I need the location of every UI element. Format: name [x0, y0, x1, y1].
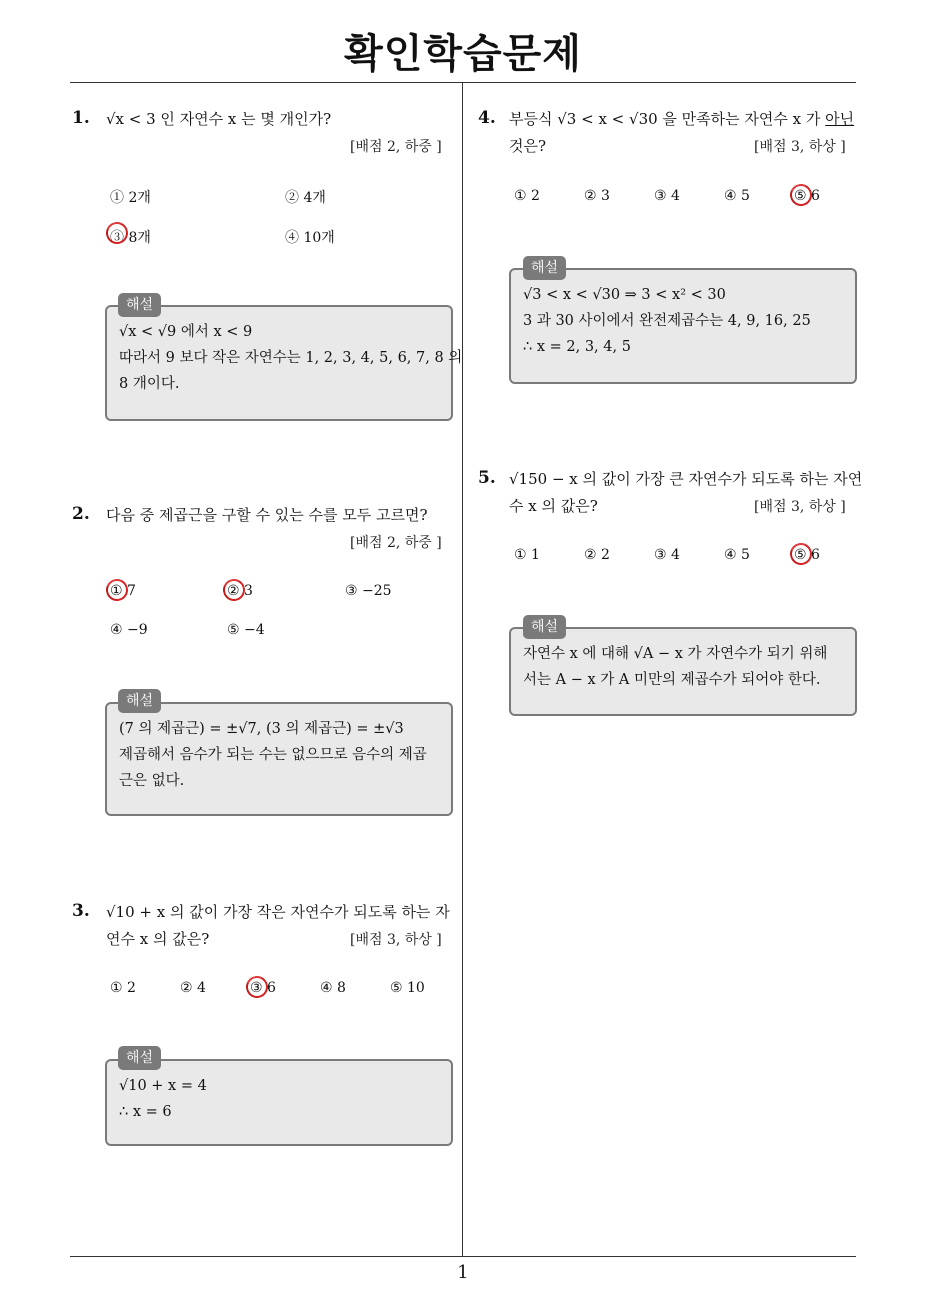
choice-2[interactable]: ② 3 — [584, 188, 610, 204]
solution-box — [509, 268, 857, 384]
question-text: 연수 x 의 값은? — [106, 930, 210, 948]
solution-label: 해설 — [523, 256, 566, 280]
solution-label: 해설 — [118, 1046, 161, 1070]
answer-mark — [103, 576, 131, 604]
question-text: √10 + x 의 값이 가장 작은 자연수가 되도록 하는 자 — [106, 903, 450, 921]
choice-3[interactable]: ③ 4 — [654, 188, 680, 204]
question-number: 1. — [72, 108, 90, 128]
page-title: 확인학습문제 — [344, 31, 582, 77]
answer-mark — [220, 576, 248, 604]
solution-label: 해설 — [523, 615, 566, 639]
choice-2[interactable]: ② 4 — [180, 980, 206, 996]
solution-line: (7 의 제곱근) = ±√7, (3 의 제곱근) = ±√3 — [119, 721, 404, 737]
choice-4[interactable]: ④ 5 — [724, 547, 750, 563]
choice-3[interactable]: ③ −25 — [345, 583, 392, 599]
solution-box — [509, 627, 857, 716]
choice-5[interactable]: ⑤ 6 — [794, 547, 820, 563]
solution-line: ∴ x = 2, 3, 4, 5 — [523, 339, 631, 355]
score-meta: [배점 2, 하중 ] — [350, 535, 442, 551]
answer-mark — [787, 540, 815, 568]
score-meta: [배점 3, 하상 ] — [754, 139, 846, 155]
question-text — [509, 106, 854, 133]
solution-line: 8 개이다. — [119, 376, 180, 392]
solution-line: √3 < x < √30 ⇒ 3 < x² < 30 — [523, 287, 726, 303]
solution-line: 따라서 9 보다 작은 자연수는 1, 2, 3, 4, 5, 6, 7, 8 의 — [119, 350, 463, 366]
question-text: 것은? — [509, 137, 547, 155]
choice-5[interactable]: ⑤ 10 — [390, 980, 425, 996]
page-number: 1 — [457, 1262, 469, 1283]
choice-1[interactable]: ① 2 — [110, 980, 136, 996]
question-text: 수 x 의 값은? — [509, 497, 598, 515]
choice-2[interactable]: ② 4개 — [285, 190, 326, 206]
question-text-part: 부등식 √3 < x < √30 을 만족하는 자연수 x 가 — [509, 110, 826, 128]
solution-line: 제곱해서 음수가 되는 수는 없으므로 음수의 제곱 — [119, 747, 427, 763]
column-divider — [462, 83, 463, 1257]
choice-4[interactable]: ④ 8 — [320, 980, 346, 996]
choice-4[interactable]: ④ 10개 — [285, 230, 335, 246]
emphasis-underline: 아닌 — [825, 110, 855, 128]
question-text: √x < 3 인 자연수 x 는 몇 개인가? — [106, 110, 332, 128]
solution-label: 해설 — [118, 293, 161, 317]
choice-4[interactable]: ④ 5 — [724, 188, 750, 204]
answer-mark — [787, 181, 815, 209]
solution-line: ∴ x = 6 — [119, 1104, 172, 1120]
choice-1[interactable]: ① 2개 — [110, 190, 151, 206]
choice-2[interactable]: ② 3 — [227, 583, 253, 599]
choice-1[interactable]: ① 2 — [514, 188, 540, 204]
score-meta: [배점 3, 하상 ] — [754, 499, 846, 515]
solution-line: √10 + x = 4 — [119, 1078, 207, 1094]
choice-1[interactable]: ① 7 — [110, 583, 136, 599]
bottom-divider — [70, 1256, 856, 1257]
choice-3[interactable]: ③ 4 — [654, 547, 680, 563]
solution-line: 근은 없다. — [119, 773, 185, 789]
answer-mark — [243, 973, 271, 1001]
solution-line: 3 과 30 사이에서 완전제곱수는 4, 9, 16, 25 — [523, 313, 811, 329]
choice-2[interactable]: ② 2 — [584, 547, 610, 563]
question-text: 다음 중 제곱근을 구할 수 있는 수를 모두 고르면? — [106, 506, 428, 524]
question-number: 4. — [478, 108, 496, 128]
choice-1[interactable]: ① 1 — [514, 547, 540, 563]
choice-3[interactable]: ③ 6 — [250, 980, 276, 996]
question-number: 5. — [478, 468, 496, 488]
score-meta: [배점 2, 하중 ] — [350, 139, 442, 155]
question-number: 3. — [72, 901, 90, 921]
top-divider — [70, 82, 856, 83]
score-meta: [배점 3, 하상 ] — [350, 932, 442, 948]
choice-4[interactable]: ④ −9 — [110, 622, 148, 638]
solution-line: 서는 A − x 가 A 미만의 제곱수가 되어야 한다. — [523, 672, 821, 688]
choice-5[interactable]: ⑤ −4 — [227, 622, 265, 638]
solution-box — [105, 702, 453, 816]
solution-box — [105, 1059, 453, 1146]
solution-label: 해설 — [118, 689, 161, 713]
question-text: √150 − x 의 값이 가장 큰 자연수가 되도록 하는 자연 — [509, 470, 863, 488]
solution-line: 자연수 x 에 대해 √A − x 가 자연수가 되기 위해 — [523, 646, 828, 662]
choice-3[interactable]: ③ 8개 — [110, 230, 151, 246]
question-number: 2. — [72, 504, 90, 524]
choice-5[interactable]: ⑤ 6 — [794, 188, 820, 204]
solution-line: √x < √9 에서 x < 9 — [119, 324, 253, 340]
solution-box — [105, 305, 463, 421]
